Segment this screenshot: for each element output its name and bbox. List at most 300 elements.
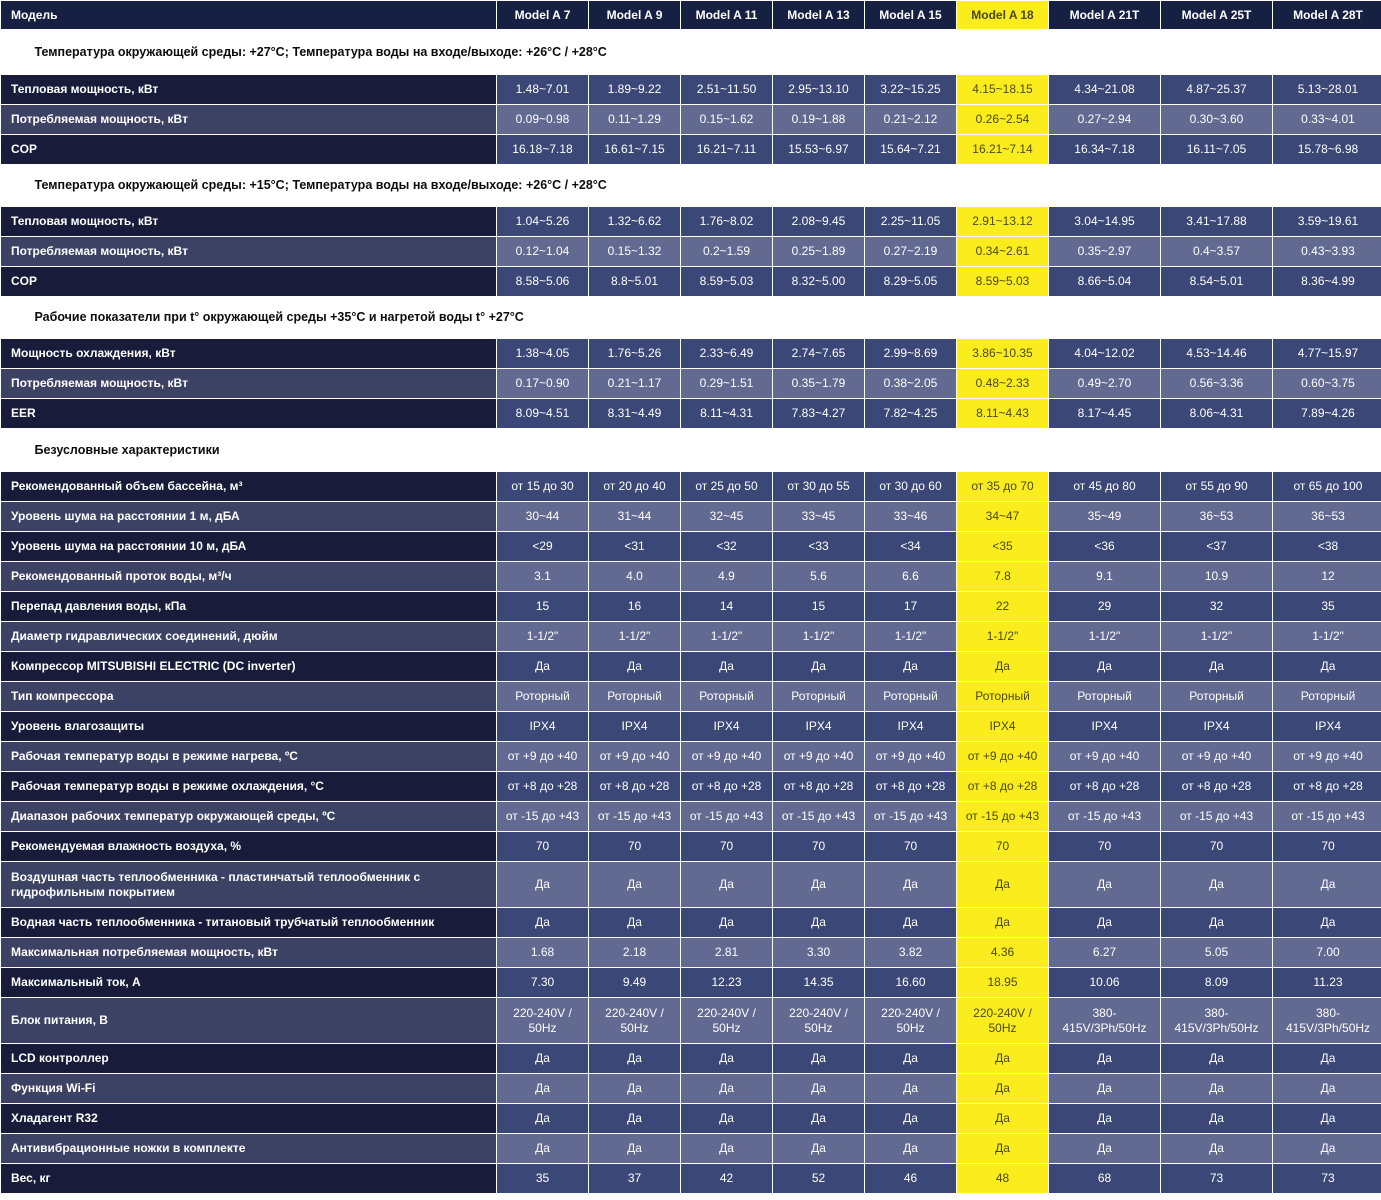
model-header: Model A 21T (1049, 1, 1161, 30)
table-cell: 380-415V/3Ph/50Hz (1273, 998, 1381, 1044)
table-row (1, 1044, 1381, 1074)
table-cell: <38 (1273, 532, 1381, 562)
table-cell: 8.17~4.45 (1049, 399, 1161, 429)
row-label: Потребляемая мощность, кВт (1, 105, 497, 135)
table-cell: 9.49 (589, 968, 681, 998)
table-cell: 2.74~7.65 (773, 339, 865, 369)
table-cell: Роторный (957, 682, 1049, 712)
table-row (1, 652, 1381, 682)
table-cell: 33~45 (773, 502, 865, 532)
row-label: COP (1, 135, 497, 165)
table-cell: 29 (1049, 592, 1161, 622)
table-cell: Да (589, 1074, 681, 1104)
table-cell: 2.91~13.12 (957, 207, 1049, 237)
table-cell: 0.25~1.89 (773, 237, 865, 267)
table-cell: 48 (957, 1164, 1049, 1194)
table-cell: от -15 до +43 (681, 802, 773, 832)
table-cell: Да (589, 1104, 681, 1134)
table-cell: Роторный (865, 682, 957, 712)
table-cell: 4.9 (681, 562, 773, 592)
table-cell: 8.66~5.04 (1049, 267, 1161, 297)
table-cell: от 25 до 50 (681, 472, 773, 502)
table-cell: 0.56~3.36 (1161, 369, 1273, 399)
table-cell: <31 (589, 532, 681, 562)
table-cell: Да (773, 1104, 865, 1134)
table-row (1, 622, 1381, 652)
table-cell: Да (681, 652, 773, 682)
table-cell: 0.21~1.17 (589, 369, 681, 399)
table-cell: Да (1049, 652, 1161, 682)
section-title: Безусловные характеристики (1, 429, 1381, 472)
table-cell: 2.18 (589, 938, 681, 968)
row-label: Максимальный ток, А (1, 968, 497, 998)
table-cell: 16 (589, 592, 681, 622)
table-cell: от 45 до 80 (1049, 472, 1161, 502)
table-cell: 10.06 (1049, 968, 1161, 998)
table-cell: 7.82~4.25 (865, 399, 957, 429)
table-cell: от 55 до 90 (1161, 472, 1273, 502)
table-cell: 0.26~2.54 (957, 105, 1049, 135)
table-cell: Да (773, 862, 865, 908)
table-cell: Да (1049, 1044, 1161, 1074)
table-cell: 32~45 (681, 502, 773, 532)
table-row (1, 105, 1381, 135)
table-cell: 8.09 (1161, 968, 1273, 998)
table-cell: 8.32~5.00 (773, 267, 865, 297)
table-row (1, 772, 1381, 802)
table-cell: 73 (1161, 1164, 1273, 1194)
table-row (1, 532, 1381, 562)
table-cell: от +8 до +28 (1049, 772, 1161, 802)
table-cell: Роторный (1049, 682, 1161, 712)
table-cell: от -15 до +43 (589, 802, 681, 832)
table-cell: Да (497, 652, 589, 682)
table-cell: Да (773, 1074, 865, 1104)
table-cell: Да (1161, 1074, 1273, 1104)
table-cell: от +9 до +40 (1049, 742, 1161, 772)
table-cell: Да (681, 908, 773, 938)
table-cell: 31~44 (589, 502, 681, 532)
table-cell: 30~44 (497, 502, 589, 532)
table-cell: <37 (1161, 532, 1273, 562)
section-title-row (1, 297, 1381, 339)
table-cell: 6.6 (865, 562, 957, 592)
table-cell: 8.54~5.01 (1161, 267, 1273, 297)
section-title-row (1, 165, 1381, 207)
table-cell: Да (957, 1044, 1049, 1074)
row-label: EER (1, 399, 497, 429)
table-cell: от +9 до +40 (773, 742, 865, 772)
table-cell: <29 (497, 532, 589, 562)
table-row (1, 472, 1381, 502)
table-cell: IPX4 (589, 712, 681, 742)
table-cell: 220-240V / 50Hz (773, 998, 865, 1044)
table-cell: Да (773, 652, 865, 682)
row-label: Уровень влагозащиты (1, 712, 497, 742)
table-cell: Да (1049, 1074, 1161, 1104)
table-cell: Да (589, 862, 681, 908)
table-cell: 0.15~1.32 (589, 237, 681, 267)
table-cell: 18.95 (957, 968, 1049, 998)
table-cell: Да (1161, 652, 1273, 682)
table-cell: 11.23 (1273, 968, 1381, 998)
table-cell: Да (957, 1134, 1049, 1164)
table-cell: 0.12~1.04 (497, 237, 589, 267)
table-cell: Роторный (497, 682, 589, 712)
table-cell: Да (589, 1134, 681, 1164)
table-cell: 220-240V / 50Hz (957, 998, 1049, 1044)
table-cell: Да (681, 1044, 773, 1074)
table-cell: 8.29~5.05 (865, 267, 957, 297)
table-cell: Роторный (589, 682, 681, 712)
table-cell: 3.04~14.95 (1049, 207, 1161, 237)
table-cell: 8.8~5.01 (589, 267, 681, 297)
table-row (1, 938, 1381, 968)
row-label: Водная часть теплообменника - титановый трубчатый теплообменник (1, 908, 497, 938)
table-cell: Да (1049, 1134, 1161, 1164)
row-label: Тепловая мощность, кВт (1, 207, 497, 237)
table-cell: 70 (497, 832, 589, 862)
table-cell: Да (1161, 908, 1273, 938)
table-cell: 220-240V / 50Hz (681, 998, 773, 1044)
table-cell: Да (1273, 652, 1381, 682)
table-cell: 380-415V/3Ph/50Hz (1049, 998, 1161, 1044)
row-label: Мощность охлаждения, кВт (1, 339, 497, 369)
table-cell: от +8 до +28 (865, 772, 957, 802)
table-cell: 1-1/2" (1273, 622, 1381, 652)
table-cell: 8.09~4.51 (497, 399, 589, 429)
table-cell: 70 (1049, 832, 1161, 862)
table-cell: Да (589, 1044, 681, 1074)
table-cell: 8.06~4.31 (1161, 399, 1273, 429)
table-cell: 4.36 (957, 938, 1049, 968)
table-cell: от -15 до +43 (1161, 802, 1273, 832)
table-row (1, 1104, 1381, 1134)
table-cell: 16.60 (865, 968, 957, 998)
table-cell: 0.35~1.79 (773, 369, 865, 399)
table-cell: 7.30 (497, 968, 589, 998)
table-row (1, 502, 1381, 532)
table-cell: 8.11~4.31 (681, 399, 773, 429)
table-cell: от 35 до 70 (957, 472, 1049, 502)
row-label: Уровень шума на расстоянии 1 м, дБА (1, 502, 497, 532)
table-cell: 5.05 (1161, 938, 1273, 968)
row-label: Рекомендованный объем бассейна, м³ (1, 472, 497, 502)
table-row (1, 369, 1381, 399)
table-cell: 22 (957, 592, 1049, 622)
table-cell: от 65 до 100 (1273, 472, 1381, 502)
table-cell: Да (773, 1044, 865, 1074)
table-cell: 17 (865, 592, 957, 622)
table-cell: 70 (589, 832, 681, 862)
table-cell: 73 (1273, 1164, 1381, 1194)
table-cell: от 20 до 40 (589, 472, 681, 502)
table-cell: 4.04~12.02 (1049, 339, 1161, 369)
table-cell: 0.4~3.57 (1161, 237, 1273, 267)
row-label: Диапазон рабочих температур окружающей среды, ºC (1, 802, 497, 832)
row-label: Компрессор MITSUBISHI ELECTRIC (DC inverter) (1, 652, 497, 682)
row-label: Рекомендуемая влажность воздуха, % (1, 832, 497, 862)
section-title-row (1, 429, 1381, 472)
table-cell: 6.27 (1049, 938, 1161, 968)
table-cell: 2.33~6.49 (681, 339, 773, 369)
table-cell: 0.60~3.75 (1273, 369, 1381, 399)
table-cell: 1-1/2" (773, 622, 865, 652)
table-cell: 4.53~14.46 (1161, 339, 1273, 369)
table-cell: 8.36~4.99 (1273, 267, 1381, 297)
table-cell: 220-240V / 50Hz (589, 998, 681, 1044)
table-cell: Роторный (1273, 682, 1381, 712)
table-cell: от +8 до +28 (589, 772, 681, 802)
table-cell: Да (1161, 1104, 1273, 1134)
table-cell: Да (497, 908, 589, 938)
table-cell: от +9 до +40 (1161, 742, 1273, 772)
table-cell: 15.64~7.21 (865, 135, 957, 165)
table-cell: 36~53 (1273, 502, 1381, 532)
table-cell: 15 (497, 592, 589, 622)
table-cell: 16.21~7.11 (681, 135, 773, 165)
table-cell: 0.33~4.01 (1273, 105, 1381, 135)
table-cell: 2.51~11.50 (681, 75, 773, 105)
table-row (1, 998, 1381, 1044)
section-title-row (1, 30, 1381, 75)
row-label: COP (1, 267, 497, 297)
table-cell: Да (497, 1074, 589, 1104)
table-cell: от +8 до +28 (1273, 772, 1381, 802)
table-cell: от +8 до +28 (773, 772, 865, 802)
table-row (1, 908, 1381, 938)
table-row (1, 267, 1381, 297)
table-cell: 15.78~6.98 (1273, 135, 1381, 165)
table-row (1, 682, 1381, 712)
table-cell: 2.99~8.69 (865, 339, 957, 369)
table-cell: Да (1161, 1134, 1273, 1164)
table-cell: Да (1273, 1074, 1381, 1104)
table-cell: от -15 до +43 (865, 802, 957, 832)
table-cell: 7.8 (957, 562, 1049, 592)
table-cell: от +9 до +40 (957, 742, 1049, 772)
table-row (1, 339, 1381, 369)
table-cell: 16.34~7.18 (1049, 135, 1161, 165)
table-cell: 8.59~5.03 (681, 267, 773, 297)
table-row (1, 207, 1381, 237)
table-cell: 68 (1049, 1164, 1161, 1194)
table-cell: <33 (773, 532, 865, 562)
table-cell: от +8 до +28 (957, 772, 1049, 802)
table-row (1, 562, 1381, 592)
table-cell: Роторный (773, 682, 865, 712)
table-cell: 3.30 (773, 938, 865, 968)
header-label: Модель (1, 1, 497, 30)
table-cell: Да (957, 908, 1049, 938)
table-cell: 4.87~25.37 (1161, 75, 1273, 105)
table-row (1, 135, 1381, 165)
table-cell: 5.6 (773, 562, 865, 592)
model-header: Model A 11 (681, 1, 773, 30)
table-row (1, 832, 1381, 862)
table-cell: 3.86~10.35 (957, 339, 1049, 369)
table-cell: 4.34~21.08 (1049, 75, 1161, 105)
table-cell: 1-1/2" (1161, 622, 1273, 652)
table-cell: 46 (865, 1164, 957, 1194)
table-cell: 10.9 (1161, 562, 1273, 592)
row-label: Антивибрационные ножки в комплекте (1, 1134, 497, 1164)
table-cell: от 15 до 30 (497, 472, 589, 502)
table-cell: 4.15~18.15 (957, 75, 1049, 105)
table-cell: от -15 до +43 (957, 802, 1049, 832)
table-cell: 70 (957, 832, 1049, 862)
table-cell: 0.21~2.12 (865, 105, 957, 135)
model-header: Model A 28T (1273, 1, 1381, 30)
table-cell: 1.38~4.05 (497, 339, 589, 369)
model-header: Model A 15 (865, 1, 957, 30)
table-cell: 35 (497, 1164, 589, 1194)
row-label: Блок питания, В (1, 998, 497, 1044)
table-cell: Да (957, 652, 1049, 682)
table-cell: Да (497, 862, 589, 908)
table-cell: 7.83~4.27 (773, 399, 865, 429)
table-cell: 7.89~4.26 (1273, 399, 1381, 429)
table-row (1, 968, 1381, 998)
table-cell: от +8 до +28 (497, 772, 589, 802)
table-cell: 4.77~15.97 (1273, 339, 1381, 369)
table-cell: IPX4 (681, 712, 773, 742)
table-cell: 0.27~2.94 (1049, 105, 1161, 135)
table-cell: 16.61~7.15 (589, 135, 681, 165)
table-cell: от -15 до +43 (773, 802, 865, 832)
row-label: Вес, кг (1, 1164, 497, 1194)
table-cell: 0.29~1.51 (681, 369, 773, 399)
table-cell: 0.35~2.97 (1049, 237, 1161, 267)
table-cell: Да (773, 1134, 865, 1164)
table-cell: от 30 до 55 (773, 472, 865, 502)
row-label: Тип компрессора (1, 682, 497, 712)
table-cell: Да (1273, 1104, 1381, 1134)
table-cell: от 30 до 60 (865, 472, 957, 502)
table-cell: 16.21~7.14 (957, 135, 1049, 165)
table-cell: Да (681, 1074, 773, 1104)
table-cell: <35 (957, 532, 1049, 562)
table-row (1, 399, 1381, 429)
table-cell: 0.49~2.70 (1049, 369, 1161, 399)
table-cell: 1-1/2" (865, 622, 957, 652)
table-cell: Да (497, 1044, 589, 1074)
table-cell: 7.00 (1273, 938, 1381, 968)
row-label: Потребляемая мощность, кВт (1, 237, 497, 267)
table-cell: 35~49 (1049, 502, 1161, 532)
table-cell: 3.82 (865, 938, 957, 968)
table-cell: Да (865, 1104, 957, 1134)
row-label: Рекомендованный проток воды, м³/ч (1, 562, 497, 592)
model-header: Model A 13 (773, 1, 865, 30)
table-cell: от +9 до +40 (865, 742, 957, 772)
table-cell: 1.76~8.02 (681, 207, 773, 237)
table-cell: от +8 до +28 (1161, 772, 1273, 802)
table-cell: 2.25~11.05 (865, 207, 957, 237)
table-cell: от +9 до +40 (1273, 742, 1381, 772)
table-cell: Да (681, 862, 773, 908)
table-cell: 3.22~15.25 (865, 75, 957, 105)
table-cell: 3.41~17.88 (1161, 207, 1273, 237)
table-cell: 1.32~6.62 (589, 207, 681, 237)
table-cell: Да (865, 908, 957, 938)
table-cell: 1.48~7.01 (497, 75, 589, 105)
table-cell: 70 (1161, 832, 1273, 862)
table-cell: 0.19~1.88 (773, 105, 865, 135)
table-cell: 4.0 (589, 562, 681, 592)
table-cell: от -15 до +43 (497, 802, 589, 832)
table-cell: 1.68 (497, 938, 589, 968)
table-row (1, 75, 1381, 105)
table-cell: Да (865, 1074, 957, 1104)
table-row (1, 712, 1381, 742)
table-cell: 70 (681, 832, 773, 862)
table-cell: 32 (1161, 592, 1273, 622)
table-cell: IPX4 (1049, 712, 1161, 742)
table-cell: 1-1/2" (497, 622, 589, 652)
table-cell: Да (497, 1134, 589, 1164)
table-cell: 3.59~19.61 (1273, 207, 1381, 237)
row-label: Максимальная потребляемая мощность, кВт (1, 938, 497, 968)
table-cell: IPX4 (1273, 712, 1381, 742)
table-cell: Да (589, 652, 681, 682)
table-cell: 37 (589, 1164, 681, 1194)
row-label: Воздушная часть теплообменника - пластинчатый теплообменник с гидрофильным покрытием (1, 862, 497, 908)
table-cell: 0.15~1.62 (681, 105, 773, 135)
table-cell: 70 (773, 832, 865, 862)
table-cell: 15.53~6.97 (773, 135, 865, 165)
row-label: Функция Wi-Fi (1, 1074, 497, 1104)
table-cell: Да (865, 652, 957, 682)
model-header: Model A 7 (497, 1, 589, 30)
table-cell: 2.08~9.45 (773, 207, 865, 237)
table-cell: 0.34~2.61 (957, 237, 1049, 267)
table-cell: 35 (1273, 592, 1381, 622)
row-label: Рабочая температур воды в режиме охлаждения, °C (1, 772, 497, 802)
table-cell: от +9 до +40 (681, 742, 773, 772)
table-cell: IPX4 (773, 712, 865, 742)
table-cell: 8.11~4.43 (957, 399, 1049, 429)
model-header: Model A 25T (1161, 1, 1273, 30)
table-cell: 1.76~5.26 (589, 339, 681, 369)
spec-table-body (1, 1, 1381, 1194)
table-cell: Да (681, 1104, 773, 1134)
table-cell: 1.89~9.22 (589, 75, 681, 105)
table-cell: 1.04~5.26 (497, 207, 589, 237)
table-cell: 14.35 (773, 968, 865, 998)
table-cell: 0.2~1.59 (681, 237, 773, 267)
table-cell: 0.17~0.90 (497, 369, 589, 399)
row-label: Уровень шума на расстоянии 10 м, дБА (1, 532, 497, 562)
table-cell: 70 (1273, 832, 1381, 862)
row-label: LCD контроллер (1, 1044, 497, 1074)
section-title: Температура окружающей среды: +15°C; Температура воды на входе/выходе: +26°C / +28°C (1, 165, 1381, 207)
table-cell: Роторный (1161, 682, 1273, 712)
table-row (1, 1164, 1381, 1194)
table-cell: 1-1/2" (957, 622, 1049, 652)
table-row (1, 237, 1381, 267)
table-cell: 1-1/2" (589, 622, 681, 652)
table-cell: 0.43~3.93 (1273, 237, 1381, 267)
table-cell: 14 (681, 592, 773, 622)
row-label: Перепад давления воды, кПа (1, 592, 497, 622)
header-row (1, 1, 1381, 30)
table-row (1, 802, 1381, 832)
table-cell: <36 (1049, 532, 1161, 562)
row-label: Тепловая мощность, кВт (1, 75, 497, 105)
table-cell: Да (1049, 908, 1161, 938)
table-cell: 380-415V/3Ph/50Hz (1161, 998, 1273, 1044)
